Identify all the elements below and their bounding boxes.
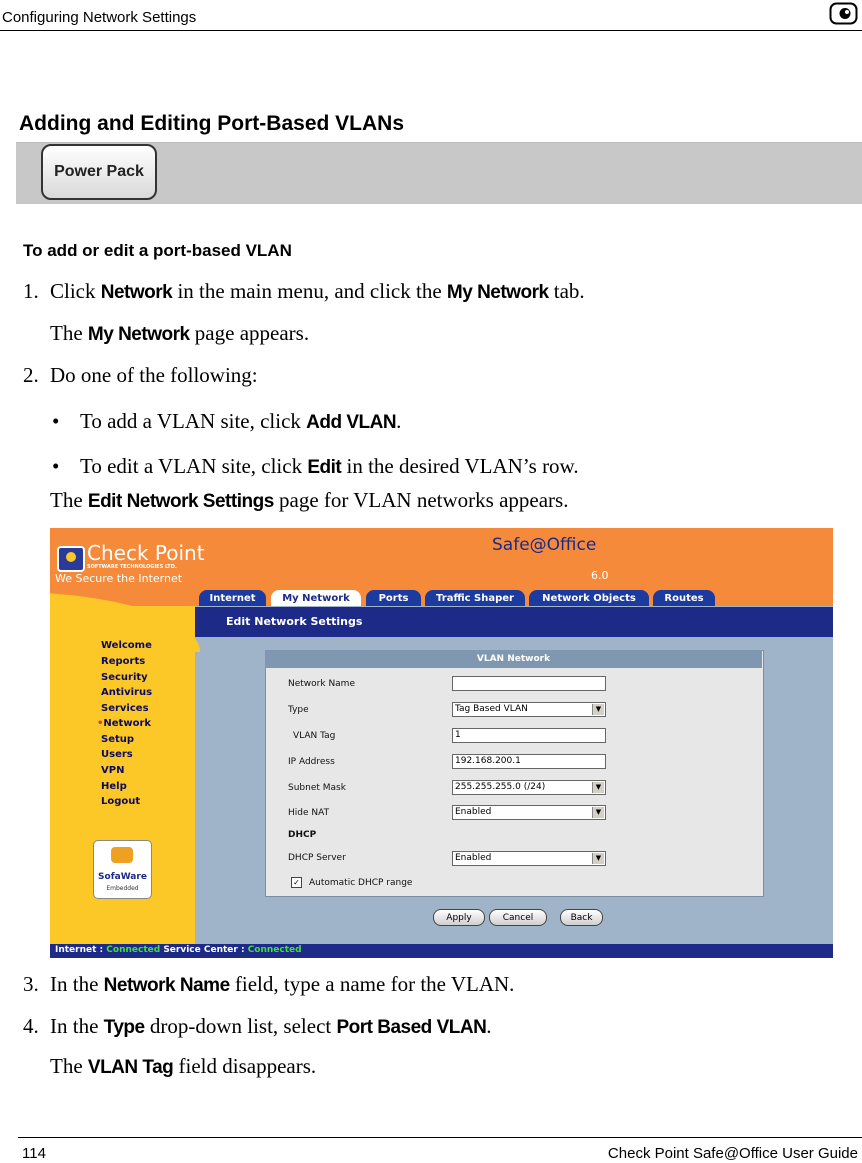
status-text: Internet : Connected Service Center : Connected bbox=[55, 945, 302, 955]
vlan-tag-label: VLAN Tag bbox=[293, 731, 336, 741]
chevron-down-icon: ▼ bbox=[592, 853, 604, 864]
nav-help[interactable]: Help bbox=[101, 781, 127, 792]
type-label: Type bbox=[288, 705, 309, 715]
book-icon bbox=[829, 2, 858, 25]
step-1-result: The My Network page appears. bbox=[50, 321, 310, 345]
brand-name: Check Point bbox=[87, 541, 205, 565]
vlan-network-panel-title: VLAN Network bbox=[265, 650, 762, 668]
auto-dhcp-label: Automatic DHCP range bbox=[309, 878, 413, 888]
hide-nat-label: Hide NAT bbox=[288, 808, 330, 818]
chevron-down-icon: ▼ bbox=[592, 704, 604, 715]
step-2-result: The Edit Network Settings page for VLAN networks appears. bbox=[50, 488, 569, 512]
tab-internet[interactable]: Internet bbox=[199, 590, 266, 606]
chevron-down-icon: ▼ bbox=[592, 782, 604, 793]
bullet-icon: • bbox=[52, 409, 60, 433]
nav-security[interactable]: Security bbox=[101, 672, 148, 683]
tab-network-objects[interactable]: Network Objects bbox=[529, 590, 649, 606]
dhcp-server-select[interactable]: Enabled ▼ bbox=[452, 851, 606, 866]
auto-dhcp-checkbox[interactable]: ✓ bbox=[291, 877, 302, 888]
nav-users[interactable]: Users bbox=[101, 749, 133, 760]
nav-setup[interactable]: Setup bbox=[101, 734, 135, 745]
type-select[interactable]: Tag Based VLAN ▼ bbox=[452, 702, 606, 717]
step-number: 1. bbox=[23, 279, 39, 303]
sofa-icon bbox=[111, 847, 133, 863]
chevron-down-icon: ▼ bbox=[592, 807, 604, 818]
dhcp-section-label: DHCP bbox=[288, 830, 317, 840]
tab-my-network[interactable]: My Network bbox=[271, 590, 361, 606]
product-version: 6.0 bbox=[591, 569, 609, 582]
power-pack-badge: Power Pack bbox=[41, 144, 157, 200]
section-title: Adding and Editing Port-Based VLANs bbox=[19, 112, 405, 135]
safe-at-office-screenshot bbox=[50, 528, 833, 958]
nav-network[interactable]: •Network bbox=[97, 718, 152, 729]
guide-title: Check Point Safe@Office User Guide bbox=[607, 1145, 858, 1162]
cancel-button[interactable]: Cancel bbox=[489, 909, 547, 926]
sofaware-name: SofaWare bbox=[98, 872, 147, 882]
step-4-result: The VLAN Tag field disappears. bbox=[50, 1054, 317, 1078]
nav-antivirus[interactable]: Antivirus bbox=[101, 687, 153, 698]
apply-button[interactable]: Apply bbox=[433, 909, 485, 926]
step-3: 3. In the Network Name field, type a name for the VLAN. bbox=[23, 972, 515, 996]
nav-vpn[interactable]: VPN bbox=[101, 765, 125, 776]
header-rule bbox=[0, 30, 862, 31]
ip-address-label: IP Address bbox=[288, 757, 335, 767]
sofaware-sub: Embedded bbox=[106, 885, 139, 892]
step-1: 1. Click Network in the main menu, and click the My Network tab. bbox=[23, 279, 585, 303]
running-header-title: Configuring Network Settings bbox=[2, 9, 197, 26]
subnet-mask-label: Subnet Mask bbox=[288, 783, 346, 793]
tab-routes[interactable]: Routes bbox=[653, 590, 715, 606]
ip-address-input[interactable]: 192.168.200.1 bbox=[452, 754, 606, 769]
dhcp-server-label: DHCP Server bbox=[288, 853, 346, 863]
product-name: Safe@Office bbox=[492, 535, 597, 555]
checkpoint-logo-icon bbox=[57, 546, 85, 572]
step-2: 2. Do one of the following: bbox=[23, 363, 258, 387]
nav-services[interactable]: Services bbox=[101, 703, 149, 714]
procedure-title: To add or edit a port-based VLAN bbox=[23, 241, 292, 260]
nav-reports[interactable]: Reports bbox=[101, 656, 146, 667]
brand-subtitle: SOFTWARE TECHNOLOGIES LTD. bbox=[87, 564, 177, 570]
footer-rule bbox=[18, 1137, 862, 1138]
network-name-input[interactable] bbox=[452, 676, 606, 691]
network-name-label: Network Name bbox=[288, 679, 355, 689]
page-heading: Edit Network Settings bbox=[226, 615, 363, 628]
tab-traffic-shaper[interactable]: Traffic Shaper bbox=[425, 590, 525, 606]
back-button[interactable]: Back bbox=[560, 909, 603, 926]
brand-tagline: We Secure the Internet bbox=[55, 572, 183, 585]
tab-ports[interactable]: Ports bbox=[366, 590, 421, 606]
step-4: 4. In the Type drop-down list, select Port Based VLAN. bbox=[23, 1014, 492, 1038]
bullet-icon: • bbox=[52, 454, 60, 478]
page-number: 114 bbox=[22, 1145, 46, 1162]
vlan-tag-input[interactable]: 1 bbox=[452, 728, 606, 743]
hide-nat-select[interactable]: Enabled ▼ bbox=[452, 805, 606, 820]
nav-welcome[interactable]: Welcome bbox=[101, 640, 152, 651]
nav-logout[interactable]: Logout bbox=[101, 796, 141, 807]
subnet-mask-select[interactable]: 255.255.255.0 (/24) ▼ bbox=[452, 780, 606, 795]
sofaware-logo bbox=[93, 840, 152, 899]
